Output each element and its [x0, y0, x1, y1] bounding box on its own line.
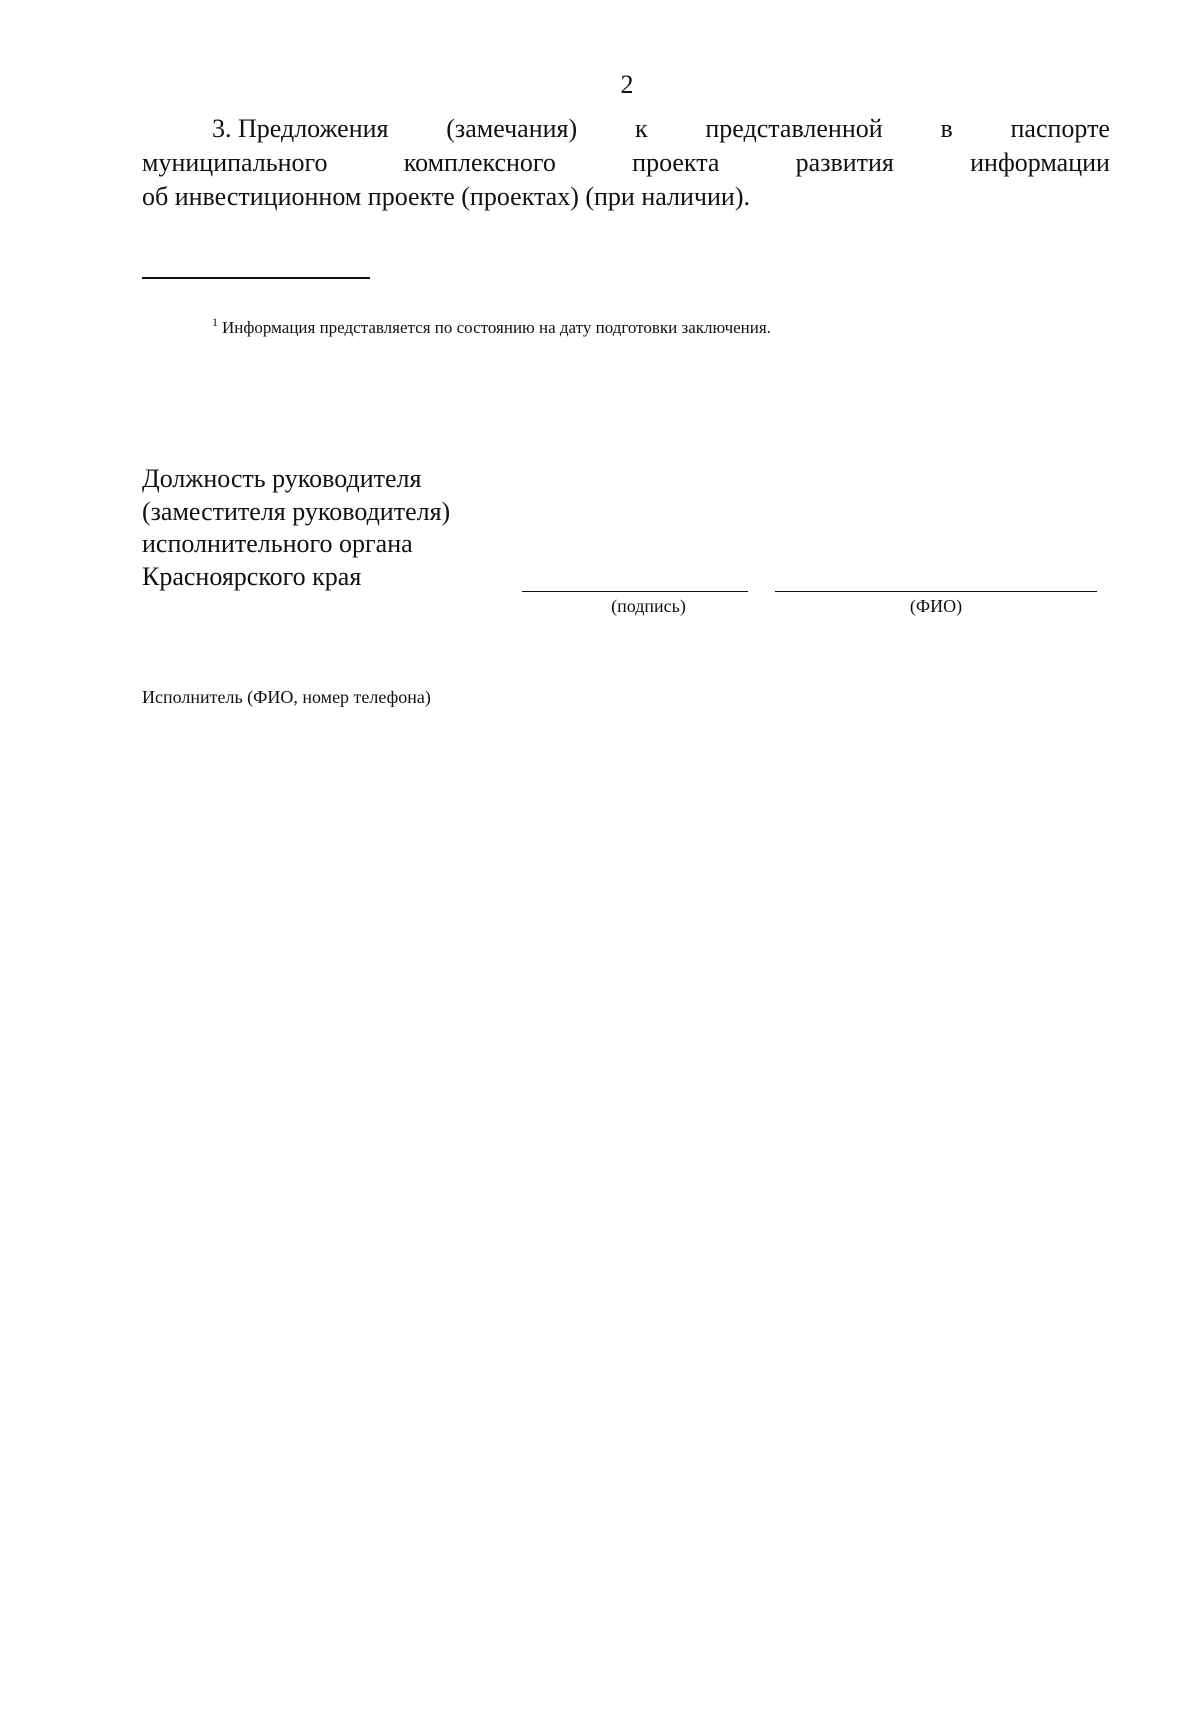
footnote-text: Информация представляется по состоянию на дату подготовки заключения. [222, 318, 771, 337]
paragraph-word: комплексного [403, 148, 556, 177]
page-number: 2 [620, 70, 634, 99]
name-line [775, 591, 1097, 592]
proposals-paragraph [142, 112, 1110, 214]
name-caption: (ФИО) [909, 596, 963, 616]
position-line: Должность руководителя [142, 464, 422, 493]
official-position [142, 463, 450, 593]
paragraph-word: развития [795, 148, 894, 177]
paragraph-word: муниципального [142, 148, 328, 177]
paragraph-line-2 [142, 146, 1110, 180]
position-line: исполнительного органа [142, 529, 413, 558]
position-line: (заместителя руководителя) [142, 496, 451, 526]
paragraph-word: представленной [705, 114, 883, 143]
paragraph-word: проекта [632, 148, 720, 177]
footnote [212, 311, 771, 339]
footnote-separator [142, 277, 370, 279]
signature-line [522, 591, 748, 592]
paragraph-word: 3. Предложения [212, 114, 389, 143]
paragraph-word: паспорте [1010, 114, 1110, 143]
position-line: Красноярского края [142, 561, 362, 591]
signature-caption: (подпись) [611, 596, 686, 616]
paragraph-line-3: об инвестиционном проекте (проектах) (при наличии). [142, 182, 750, 211]
paragraph-word: в [940, 114, 953, 143]
paragraph-word: информации [970, 148, 1110, 177]
paragraph-word: (замечания) [446, 114, 578, 143]
paragraph-word: к [634, 114, 648, 143]
executor-line: Исполнитель (ФИО, номер телефона) [142, 687, 431, 707]
footnote-marker: 1 [212, 315, 218, 329]
paragraph-line-1 [142, 112, 1110, 146]
